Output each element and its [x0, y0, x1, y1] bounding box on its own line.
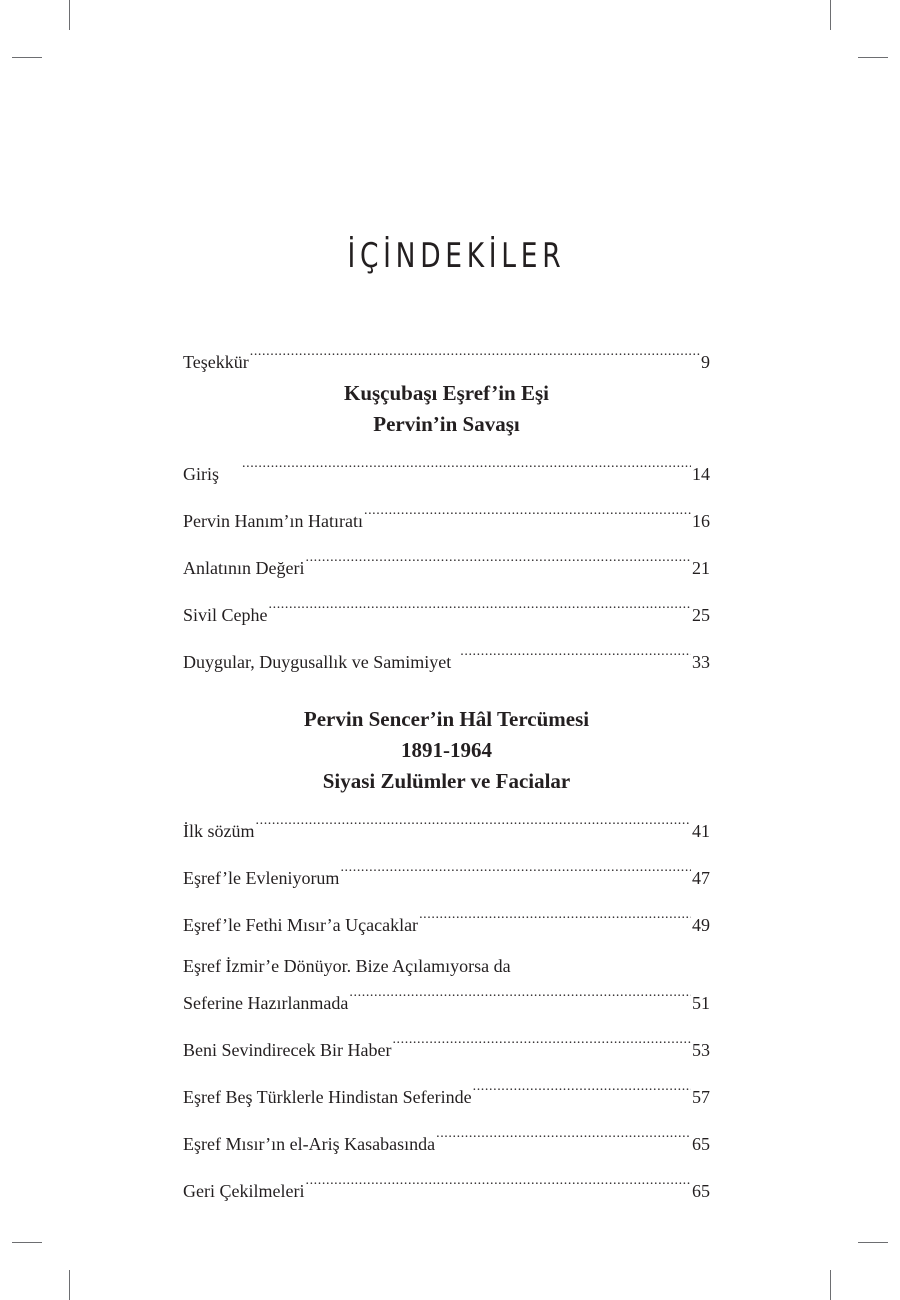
toc-entry-label: Geri Çekilmeleri	[183, 1181, 305, 1201]
toc-entry-esref-izmire-donuyor[interactable]	[183, 954, 710, 1015]
toc-entry-label: Eşref’le Fethi Mısır’a Uçacaklar	[183, 915, 419, 935]
dot-leader	[419, 907, 691, 931]
dot-leader	[256, 813, 692, 837]
toc-entry-label: Eşref’le Evleniyorum	[183, 868, 340, 888]
toc-entry-beni-sevindirecek[interactable]	[183, 1032, 710, 1062]
crop-mark-top-right-horizontal	[858, 57, 888, 58]
toc-entry-ilk-sozum[interactable]	[183, 813, 710, 843]
toc-entry-geri-cekilmeleri[interactable]	[183, 1173, 710, 1203]
dot-leader	[250, 344, 700, 368]
dot-leader	[436, 1126, 691, 1150]
toc-entry-label: Eşref Mısır’ın el-Ariş Kasabasında	[183, 1134, 436, 1154]
toc-entry-page: 33	[692, 652, 710, 672]
toc-entry-tesekkur[interactable]	[183, 344, 710, 374]
dot-leader	[392, 1032, 691, 1056]
dot-leader	[340, 860, 691, 884]
toc-entry-page: 65	[692, 1181, 710, 1201]
crop-mark-bottom-left-horizontal	[12, 1242, 42, 1243]
toc-entry-page: 14	[692, 464, 710, 484]
toc-entry-page: 65	[692, 1134, 710, 1154]
page-title: İÇİNDEKİLER	[347, 236, 566, 276]
section-heading-line: Siyasi Zulümler ve Facialar	[322, 769, 571, 793]
crop-mark-top-left-horizontal	[12, 57, 42, 58]
toc-entry-label: Teşekkür	[183, 352, 249, 372]
dot-leader	[305, 1173, 691, 1197]
crop-mark-top-left-vertical	[69, 0, 70, 30]
toc-entry-page: 16	[692, 511, 710, 531]
toc-entry-page: 41	[692, 821, 710, 841]
crop-mark-top-right-vertical	[830, 0, 831, 30]
toc-entry-label: Anlatının Değeri	[183, 558, 305, 578]
dot-leader	[305, 550, 691, 574]
table-of-contents	[183, 344, 710, 1203]
toc-entry-esrefle-fethi[interactable]	[183, 907, 710, 937]
toc-entry-esref-misirin-el-aris[interactable]	[183, 1126, 710, 1156]
toc-entry-label: Pervin Hanım’ın Hatıratı	[183, 511, 363, 531]
toc-entry-label: Eşref Beş Türklerle Hindistan Seferinde	[183, 1087, 472, 1107]
dot-leader	[473, 1079, 691, 1103]
toc-entry-page: 25	[692, 605, 710, 625]
section-heading-line: Kuşçubaşı Eşref’in Eşi	[344, 381, 549, 405]
toc-entry-esref-bes-turklerle[interactable]	[183, 1079, 710, 1109]
dot-leader	[242, 456, 691, 480]
section-heading-line: Pervin’in Savaşı	[373, 412, 520, 436]
crop-mark-bottom-left-vertical	[69, 1270, 70, 1300]
dot-leader	[460, 644, 691, 668]
dot-leader	[349, 985, 691, 1009]
toc-entry-anlatinin-degeri[interactable]	[183, 550, 710, 580]
toc-entry-page: 21	[692, 558, 710, 578]
toc-entry-duygular[interactable]	[183, 644, 710, 674]
toc-entry-page: 53	[692, 1040, 710, 1060]
toc-entry-label: Beni Sevindirecek Bir Haber	[183, 1040, 392, 1060]
toc-entry-page: 49	[692, 915, 710, 935]
toc-entry-label: İlk sözüm	[183, 821, 255, 841]
toc-entry-pervin-hanim-hatirati[interactable]	[183, 503, 710, 533]
toc-entry-label: Giriş	[183, 464, 219, 484]
toc-entry-sivil-cephe[interactable]	[183, 597, 710, 627]
toc-entry-label-line2: Seferine Hazırlanmada	[183, 993, 349, 1013]
section-heading-line: 1891-1964	[401, 738, 492, 762]
toc-entry-label: Sivil Cephe	[183, 605, 268, 625]
dot-leader	[364, 503, 691, 527]
toc-entry-label: Duygular, Duygusallık ve Samimiyet	[183, 652, 452, 672]
toc-entry-page: 51	[692, 993, 710, 1013]
toc-entry-page: 57	[692, 1087, 710, 1107]
toc-entry-page: 47	[692, 868, 710, 888]
dot-leader	[269, 597, 692, 621]
toc-entry-label-line1: Eşref İzmir’e Dönüyor. Bize Açılamıyorsa da	[183, 956, 511, 976]
toc-entry-esrefle-evleniyorum[interactable]	[183, 860, 710, 890]
section-heading-line: Pervin Sencer’in Hâl Tercümesi	[303, 707, 590, 731]
crop-mark-bottom-right-horizontal	[858, 1242, 888, 1243]
toc-entry-giris[interactable]	[183, 456, 710, 486]
crop-mark-bottom-right-vertical	[830, 1270, 831, 1300]
toc-entry-page: 9	[701, 352, 710, 372]
